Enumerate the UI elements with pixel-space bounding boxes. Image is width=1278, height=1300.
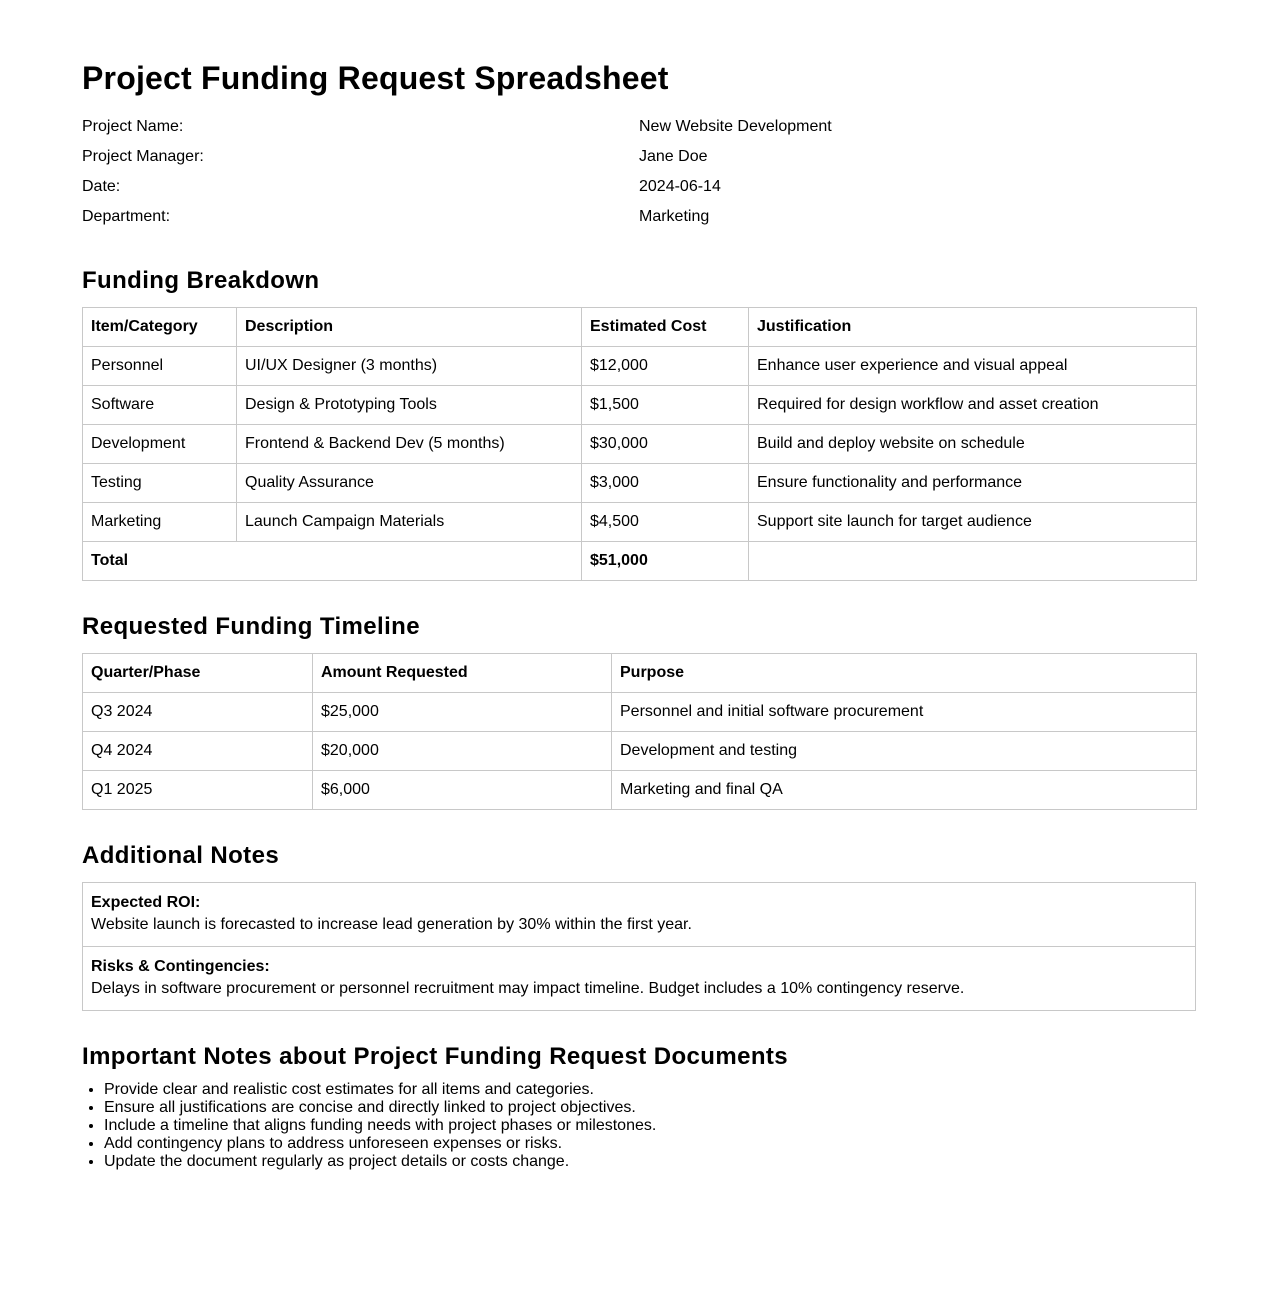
table-cell-empty xyxy=(749,542,1197,581)
table-cell: Frontend & Backend Dev (5 months) xyxy=(237,425,582,464)
table-cell: Support site launch for target audience xyxy=(749,503,1197,542)
table-row xyxy=(83,464,1197,503)
note-title: Expected ROI: xyxy=(91,894,201,911)
funding-table xyxy=(82,307,1197,581)
table-cell: Quality Assurance xyxy=(237,464,582,503)
notes-box xyxy=(82,882,1196,1011)
meta-row-project-name xyxy=(82,112,1196,142)
list-item: • Provide clear and realistic cost estimates for all items and categories. xyxy=(104,1081,1196,1099)
list-item: • Update the document regularly as project details or costs change. xyxy=(104,1153,1196,1171)
table-cell: Personnel and initial software procurement xyxy=(612,693,1197,732)
total-label: Total xyxy=(83,542,582,581)
meta-row-date xyxy=(82,172,1196,202)
column-header: Description xyxy=(237,308,582,347)
meta-value: Marketing xyxy=(639,208,710,225)
column-header: Item/Category xyxy=(83,308,237,347)
table-cell: Personnel xyxy=(83,347,237,386)
table-row xyxy=(83,386,1197,425)
list-item: • Include a timeline that aligns funding needs with project phases or milestones. xyxy=(104,1117,1196,1135)
timeline-table xyxy=(82,653,1197,810)
meta-label: Date: xyxy=(82,178,121,195)
section-heading-timeline: Requested Funding Timeline xyxy=(82,613,420,640)
table-cell: Q1 2025 xyxy=(83,771,313,810)
note-expected-roi xyxy=(83,883,1195,946)
table-cell: $4,500 xyxy=(582,503,749,542)
important-notes-list xyxy=(82,1081,1196,1171)
table-cell: Development xyxy=(83,425,237,464)
column-header: Quarter/Phase xyxy=(83,654,313,693)
table-cell: Enhance user experience and visual appeal xyxy=(749,347,1197,386)
table-cell: $6,000 xyxy=(313,771,612,810)
meta-label: Department: xyxy=(82,208,171,225)
table-row xyxy=(83,425,1197,464)
note-text: Website launch is forecasted to increase lead generation by 30% within the first year. xyxy=(91,916,692,933)
table-cell: Ensure functionality and performance xyxy=(749,464,1197,503)
note-title: Risks & Contingencies: xyxy=(91,958,270,975)
list-item: • Add contingency plans to address unforeseen expenses or risks. xyxy=(104,1135,1196,1153)
table-row xyxy=(83,732,1197,771)
column-header: Justification xyxy=(749,308,1197,347)
table-cell: Build and deploy website on schedule xyxy=(749,425,1197,464)
page-title: Project Funding Request Spreadsheet xyxy=(82,60,669,96)
table-cell: $12,000 xyxy=(582,347,749,386)
table-cell: Testing xyxy=(83,464,237,503)
table-cell: Launch Campaign Materials xyxy=(237,503,582,542)
meta-label: Project Name: xyxy=(82,118,184,135)
table-cell: Marketing and final QA xyxy=(612,771,1197,810)
table-row xyxy=(83,503,1197,542)
meta-value: Jane Doe xyxy=(639,148,708,165)
meta-label: Project Manager: xyxy=(82,148,204,165)
table-cell: Q3 2024 xyxy=(83,693,313,732)
table-cell: Software xyxy=(83,386,237,425)
table-cell: UI/UX Designer (3 months) xyxy=(237,347,582,386)
table-header-row xyxy=(83,308,1197,347)
table-row xyxy=(83,347,1197,386)
meta-row-project-manager xyxy=(82,142,1196,172)
meta-value: New Website Development xyxy=(639,118,832,135)
table-row xyxy=(83,693,1197,732)
table-cell: $20,000 xyxy=(313,732,612,771)
column-header: Estimated Cost xyxy=(582,308,749,347)
column-header: Purpose xyxy=(612,654,1197,693)
table-cell: Development and testing xyxy=(612,732,1197,771)
column-header: Amount Requested xyxy=(313,654,612,693)
section-heading-important: Important Notes about Project Funding Request Documents xyxy=(82,1043,789,1070)
table-cell: $1,500 xyxy=(582,386,749,425)
total-row xyxy=(83,542,1197,581)
table-cell: Q4 2024 xyxy=(83,732,313,771)
list-item: • Ensure all justifications are concise and directly linked to project objectives. xyxy=(104,1099,1196,1117)
table-cell: $3,000 xyxy=(582,464,749,503)
project-meta xyxy=(82,112,1196,232)
table-cell: Required for design workflow and asset creation xyxy=(749,386,1197,425)
meta-row-department xyxy=(82,202,1196,232)
table-cell: $25,000 xyxy=(313,693,612,732)
total-value: $51,000 xyxy=(582,542,749,581)
table-cell: Design & Prototyping Tools xyxy=(237,386,582,425)
meta-value: 2024-06-14 xyxy=(639,178,721,195)
table-cell: Marketing xyxy=(83,503,237,542)
note-text: Delays in software procurement or personnel recruitment may impact timeline. Budget includes a 10% contingency reserve. xyxy=(91,980,965,997)
section-heading-funding: Funding Breakdown xyxy=(82,267,320,294)
table-row xyxy=(83,771,1197,810)
table-header-row xyxy=(83,654,1197,693)
table-cell: $30,000 xyxy=(582,425,749,464)
document-page xyxy=(82,0,1196,1171)
section-heading-notes: Additional Notes xyxy=(82,842,280,869)
note-risks xyxy=(83,946,1195,1010)
